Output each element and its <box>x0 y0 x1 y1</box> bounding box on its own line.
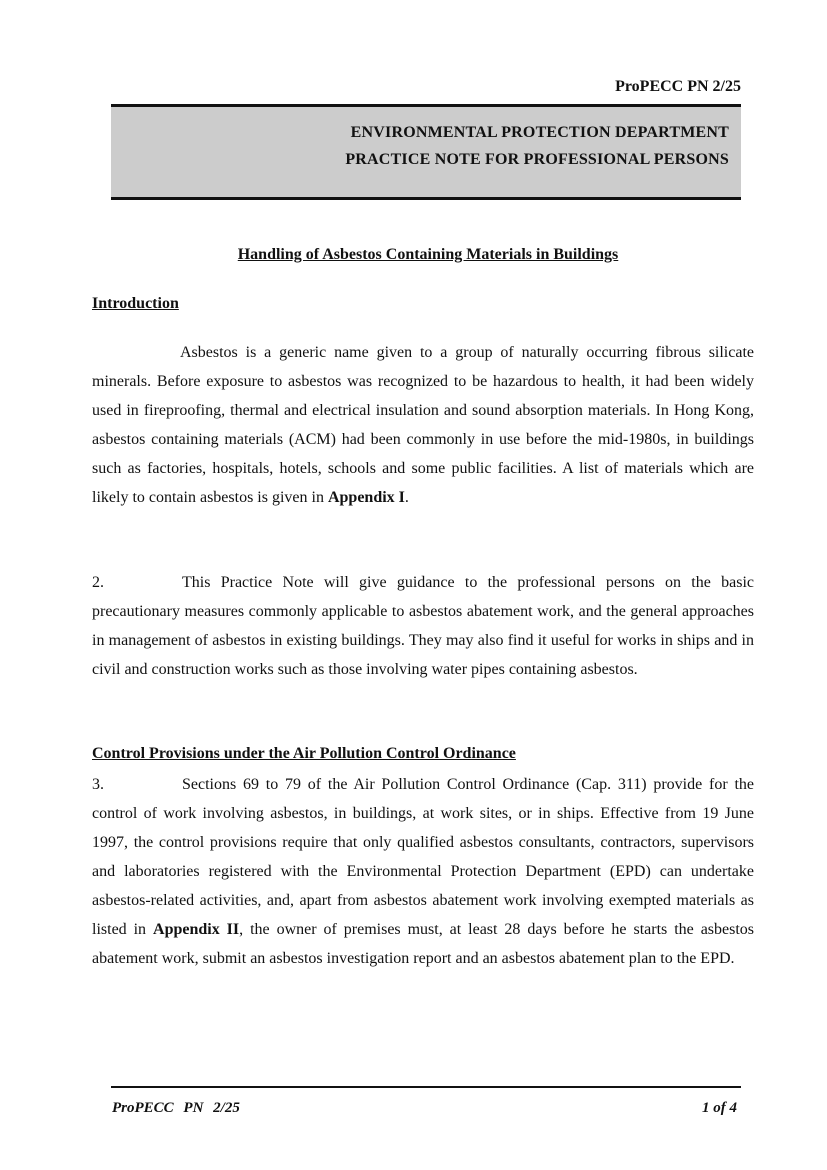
practice-note-subtitle: PRACTICE NOTE FOR PROFESSIONAL PERSONS <box>345 151 729 168</box>
paragraph-text: This Practice Note will give guidance to the professional persons on the basic precautionary measures commonly applicable to asbestos abatement work, and the general approaches in management of asbestos in existing buildings. They may also find it useful for works in ships and in civil and construction works such as those involving water pipes containing asbestos. <box>92 574 754 678</box>
paragraph-1 <box>92 338 754 512</box>
appendix-reference: Appendix II <box>153 921 240 938</box>
appendix-reference: Appendix I <box>327 489 405 506</box>
footer-divider <box>111 1086 741 1088</box>
paragraph-text: Sections 69 to 79 of the Air Pollution Control Ordinance (Cap. 311) provide for the control of work involving asbestos, in buildings, at work sites, or in ships. Effective from 19 June 1997, the control provisions require that only qualified asbestos consultants, contractors, supervisors and laboratories registered with the Environmental Protection Department (EPD) can undertake asbestos-related activities, and, apart from asbestos abatement work involving exempted materials as listed in <box>92 776 754 938</box>
department-name: ENVIRONMENTAL PROTECTION DEPARTMENT <box>350 124 729 141</box>
paragraph-text-end: , the owner of premises must, at least 28 days before he starts the asbestos abatement work, submit an asbestos investigation report and an asbestos abatement plan to the EPD. <box>92 921 755 967</box>
section-heading-introduction: Introduction <box>92 295 179 312</box>
page-number: 1 of 4 <box>702 1100 737 1116</box>
paragraph-text: Asbestos is a generic name given to a group of naturally occurring fibrous silicate minerals. Before exposure to asbestos was recognized to be hazardous to health, it had been widely used in fireproofing, thermal and electrical insulation and sound absorption materials. In Hong Kong, asbestos containing materials (ACM) had been commonly in use before the mid-1980s, in buildings such as factories, hospitals, hotels, schools and some public facilities. A list of materials which are likely to contain asbestos is given in <box>92 344 754 506</box>
paragraph-number: 3. <box>92 776 104 793</box>
paragraph-3 <box>92 770 754 973</box>
section-heading-control-provisions: Control Provisions under the Air Pollution Control Ordinance <box>92 745 516 762</box>
paragraph-text-end: . <box>404 489 409 506</box>
paragraph-2 <box>92 568 754 684</box>
paragraph-number: 2. <box>92 574 104 591</box>
document-reference: ProPECC PN 2/25 <box>615 78 741 95</box>
footer-reference: ProPECC PN 2/25 <box>112 1100 240 1116</box>
document-title: Handling of Asbestos Containing Materials in Buildings <box>237 246 619 263</box>
header-banner <box>111 104 741 200</box>
